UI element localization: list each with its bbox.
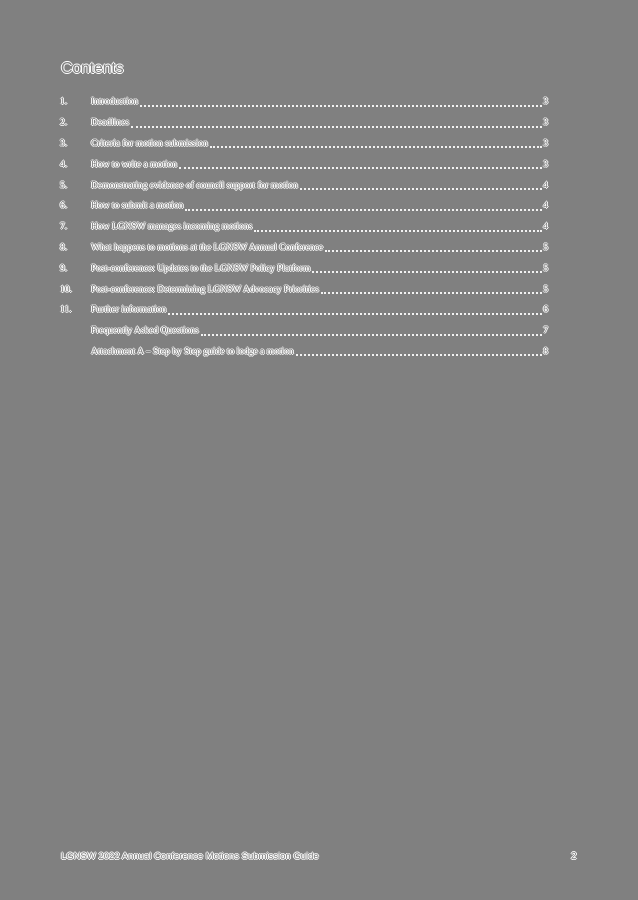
toc-label[interactable]: Deadlines [91,118,129,129]
toc-entry[interactable] [60,92,548,113]
toc-page: 3 [543,138,548,149]
toc-label[interactable]: What happens to motions at the LGNSW Annual Conference [91,242,323,253]
toc-leader [325,249,542,252]
toc-entry[interactable] [60,300,548,321]
toc-number: 5. [60,180,68,191]
toc-entry[interactable] [60,175,548,196]
toc-leader [296,353,543,356]
toc-page: 3 [543,159,548,170]
toc-entry[interactable] [60,113,548,134]
toc-page: 3 [543,97,548,108]
toc-entry[interactable] [60,217,548,238]
toc-leader [210,145,542,148]
toc-entry[interactable] [60,279,548,300]
toc-leader [179,166,542,169]
toc-label[interactable]: Criteria for motion submission [91,138,208,149]
toc-page: 8 [543,346,548,357]
toc-entry[interactable] [60,196,548,217]
toc-leader [201,333,543,336]
toc-number: 6. [60,201,68,212]
footer-document-title: LGNSW 2022 Annual Conference Motions Submission Guide [61,851,319,862]
toc-page: 5 [543,263,548,274]
toc-leader [168,312,542,315]
toc-leader [312,270,542,273]
toc-page: 3 [543,118,548,129]
footer-page-number: 2 [571,851,577,862]
toc-label[interactable]: Further information [91,305,167,316]
toc-entry[interactable] [60,154,548,175]
toc-number: 11. [60,305,72,316]
toc-entry[interactable] [60,321,548,342]
toc-number: 1. [60,97,68,108]
toc-leader [131,125,542,128]
toc-number: 2. [60,118,68,129]
toc-number: 9. [60,263,68,274]
toc-page: 6 [543,305,548,316]
toc-label[interactable]: How to write a motion [91,159,178,170]
toc-page: 5 [543,242,548,253]
toc-page: 5 [543,284,548,295]
page-title: Contents [61,60,124,77]
toc-number: 8. [60,242,68,253]
toc-page: 4 [543,201,548,212]
toc-number: 4. [60,159,68,170]
toc-leader [140,104,542,107]
toc-label[interactable]: Post-conference: Determining LGNSW Advocacy Priorities [91,284,319,295]
toc-label[interactable]: How LGNSW manages incoming motions [91,222,253,233]
toc-leader [321,291,542,294]
toc-entry[interactable] [60,342,548,363]
toc-number: 10. [60,284,72,295]
toc-number: 3. [60,138,68,149]
toc-label[interactable]: Demonstrating evidence of council support for motion [91,180,298,191]
toc-label[interactable]: Attachment A – Step by Step guide to lodge a motion [91,346,294,357]
toc-entry[interactable] [60,238,548,259]
toc-leader [185,208,542,211]
toc-page: 4 [543,222,548,233]
toc-page: 4 [543,180,548,191]
toc-number: 7. [60,222,68,233]
toc-entry[interactable] [60,134,548,155]
toc-label[interactable]: Post-conference: Updates to the LGNSW Policy Platform [91,263,311,274]
toc-leader [254,229,542,232]
toc-leader [300,187,542,190]
toc-label[interactable]: Introduction [91,97,138,108]
toc-entry[interactable] [60,258,548,279]
toc-label[interactable]: Frequently Asked Questions [91,326,199,337]
table-of-contents [60,92,548,362]
toc-label[interactable]: How to submit a motion [91,201,184,212]
toc-page: 7 [543,326,548,337]
